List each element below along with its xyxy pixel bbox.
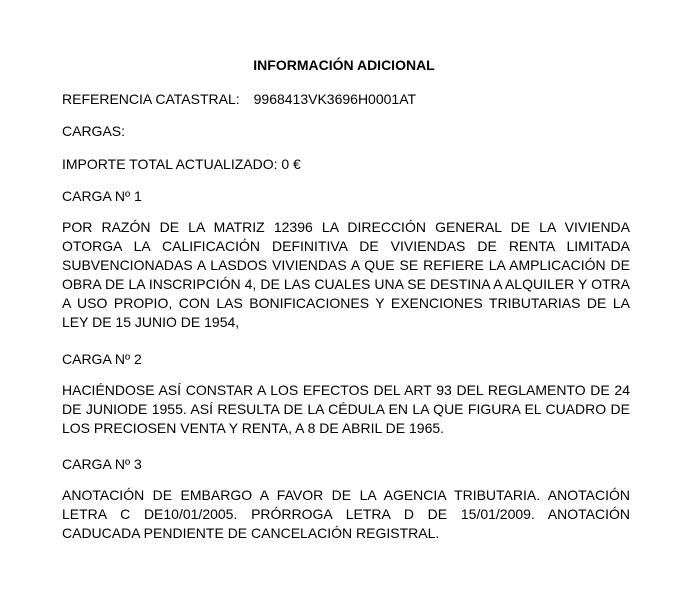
carga-1-text: POR RAZÓN DE LA MATRIZ 12396 LA DIRECCIÓN GENERAL DE LA VIVIENDA OTORGA LA CALIFICACIÓN DEFINITIVA DE VIVIENDAS DE RENTA LIMITADA SUBVENCIONADAS A LASDOS VIVIENDAS A QUE SE REFIERE LA AMPLICACIÓN DE OBRA DE LA INSCRIPCIÓN 4, DE LAS CUALES UNA SE DESTINA A ALQUILER Y OTRA A USO PROPIO, CON LAS BONIFICACIONES Y EXENCIONES TRIBUTARIAS DE LA LEY DE 15 JUNIO DE 1954, [62,219,630,330]
cargas-label: CARGAS: [62,123,126,139]
referencia-catastral-label: REFERENCIA CATASTRAL: [62,91,240,107]
referencia-catastral-value: 9968413VK3696H0001AT [253,91,417,107]
carga-3-heading: CARGA Nº 3 [62,456,142,472]
carga-1-heading: CARGA Nº 1 [62,188,142,204]
document-title: INFORMACIÓN ADICIONAL [253,57,435,73]
carga-2-text: HACIÉNDOSE ASÍ CONSTAR A LOS EFECTOS DEL ART 93 DEL REGLAMENTO DE 24 DE JUNIODE 1955. ASÍ RESULTA DE LA CÉDULA EN LA QUE FIGURA EL CUADRO DE LOS PRECIOSEN VENTA Y RENTA, A 8 DE ABRIL DE 1965. [62,382,630,436]
importe-total: IMPORTE TOTAL ACTUALIZADO: 0 € [62,156,301,172]
referencia-catastral-line [62,91,416,107]
carga-3-text: ANOTACIÓN DE EMBARGO A FAVOR DE LA AGENCIA TRIBUTARIA. ANOTACIÓN LETRA C DE10/01/2005. PRÓRROGA LETRA D DE 15/01/2009. ANOTACIÓN CADUCADA PENDIENTE DE CANCELACIÓN REGISTRAL. [62,487,630,541]
carga-2-heading: CARGA Nº 2 [62,351,142,367]
